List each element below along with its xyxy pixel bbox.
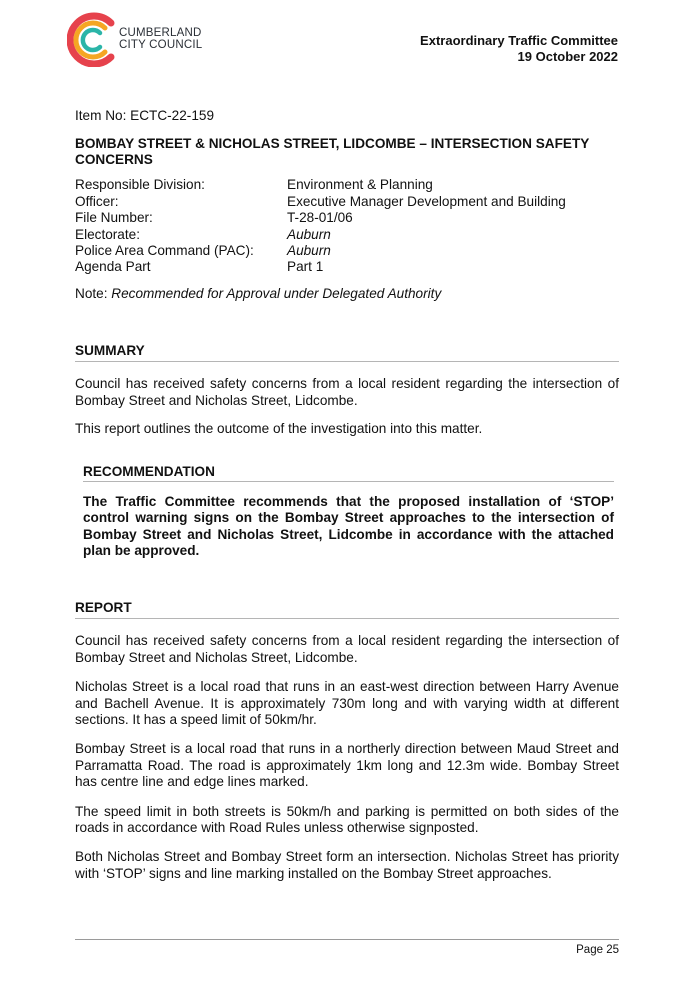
meta-row bbox=[75, 227, 619, 243]
meta-value: Executive Manager Development and Building bbox=[287, 193, 566, 209]
meta-value: Auburn bbox=[287, 226, 331, 242]
report-title: BOMBAY STREET & NICHOLAS STREET, LIDCOMBE – INTERSECTION SAFETY CONCERNS bbox=[75, 136, 590, 168]
recommendation-section bbox=[83, 464, 614, 573]
meta-row bbox=[75, 194, 619, 210]
committee-name: Extraordinary Traffic Committee bbox=[420, 33, 618, 48]
report-paragraph: Bombay Street is a local road that runs in a northerly direction between Maud Street and Parramatta Road. The road is approximately 1km long and 12.3m wide. Bombay Street has centre line and edge lines marked. bbox=[75, 741, 619, 790]
meta-value: T-28-01/06 bbox=[287, 210, 353, 226]
summary-paragraph: This report outlines the outcome of the investigation into this matter. bbox=[75, 421, 483, 437]
report-paragraph: Nicholas Street is a local road that runs in an east-west direction between Harry Avenue and Bachell Avenue. It is approximately 730m long and with varying width at different sections. It has a speed limit of 50km/hr. bbox=[75, 679, 619, 728]
report-paragraph: Council has received safety concerns from a local resident regarding the intersection of Bombay Street and Nicholas Street, Lidcombe. bbox=[75, 633, 619, 665]
recommendation-text: The Traffic Committee recommends that the proposed installation of ‘STOP’ control warning signs on the Bombay Street approaches to the intersection of Bombay Street and Nicholas Street, Lidcombe in accordance with the attached plan be approved. bbox=[83, 494, 614, 559]
meta-label: Agenda Part bbox=[75, 259, 151, 275]
note-text: Recommended for Approval under Delegated Authority bbox=[111, 285, 442, 301]
item-number: Item No: ECTC-22-159 bbox=[75, 108, 215, 123]
report-paragraph: The speed limit in both streets is 50km/h and parking is permitted on both sides of the roads in accordance with Road Rules unless otherwise signposted. bbox=[75, 803, 619, 836]
report-heading: REPORT bbox=[75, 600, 619, 619]
report-content bbox=[75, 108, 619, 316]
report-paragraph: Both Nicholas Street and Bombay Street form an intersection. Nicholas Street has priority with ‘STOP’ signs and line marking installed on the Bombay Street approaches. bbox=[75, 849, 619, 881]
meta-row bbox=[75, 210, 619, 226]
meta-label: Electorate: bbox=[75, 226, 140, 242]
meta-label: Police Area Command (PAC): bbox=[75, 242, 254, 258]
recommendation-heading: RECOMMENDATION bbox=[83, 464, 614, 482]
meta-label: Officer: bbox=[75, 193, 119, 209]
meta-row bbox=[75, 259, 619, 275]
meta-value: Environment & Planning bbox=[287, 177, 433, 193]
summary-paragraph: Council has received safety concerns from a local resident regarding the intersection of Bombay Street and Nicholas Street, Lidcombe. bbox=[75, 376, 619, 408]
report-metadata bbox=[75, 177, 619, 275]
meeting-date: 19 October 2022 bbox=[517, 49, 618, 64]
council-logo-icon bbox=[67, 11, 119, 67]
approval-note bbox=[75, 286, 619, 302]
council-logo-wordmark bbox=[119, 27, 202, 51]
meta-row bbox=[75, 177, 619, 193]
summary-section bbox=[75, 343, 619, 438]
page-number: Page 25 bbox=[576, 944, 619, 956]
note-prefix: Note: bbox=[75, 285, 108, 301]
logo-line-2: CITY COUNCIL bbox=[119, 39, 203, 51]
logo-line-1: CUMBERLAND bbox=[119, 27, 202, 39]
summary-heading: SUMMARY bbox=[75, 343, 619, 362]
footer-divider bbox=[75, 939, 619, 940]
meta-row bbox=[75, 243, 619, 259]
meta-value: Auburn bbox=[287, 242, 331, 258]
meta-value: Part 1 bbox=[287, 259, 324, 275]
meta-label: File Number: bbox=[75, 210, 153, 226]
document-header bbox=[420, 33, 618, 65]
meta-label: Responsible Division: bbox=[75, 177, 205, 193]
report-section bbox=[75, 600, 619, 882]
